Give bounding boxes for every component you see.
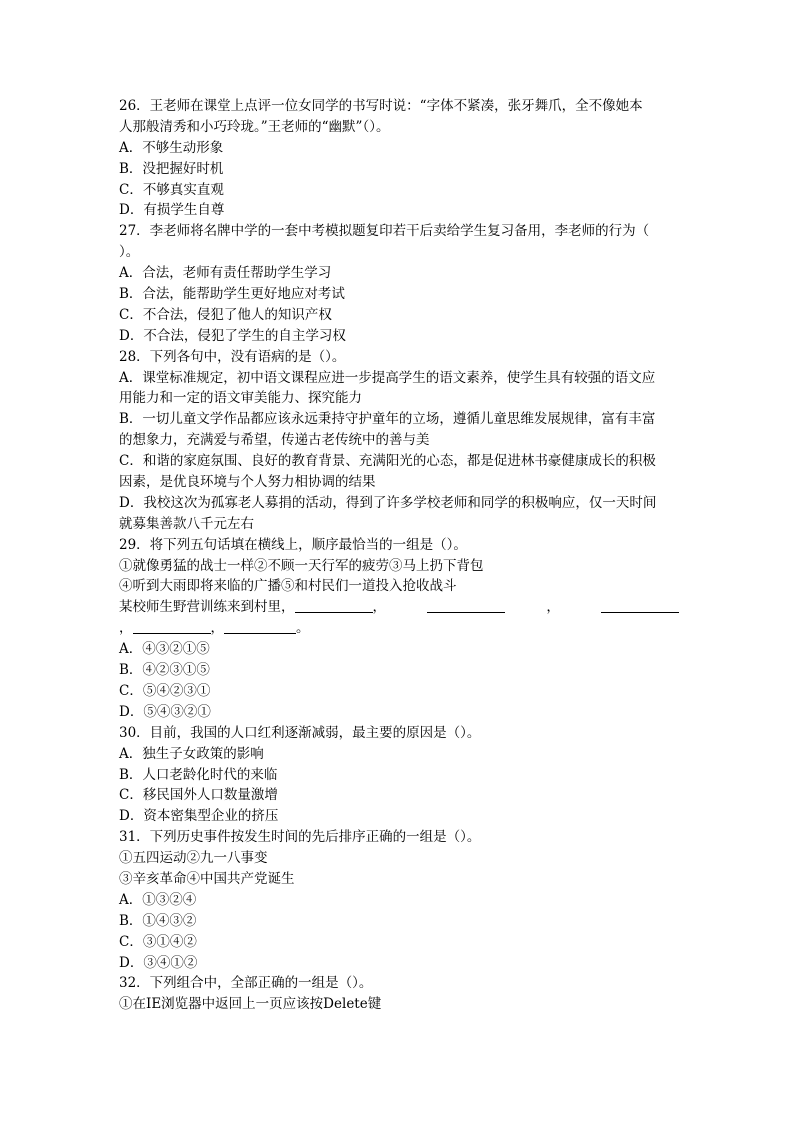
q27-option-d: D．不合法，侵犯了学生的自主学习权 xyxy=(119,327,346,344)
q29-blank-4[interactable] xyxy=(133,620,211,635)
q31-option-a: A．①③②④ xyxy=(119,891,197,908)
q30-option-c: C．移民国外人口数量激增 xyxy=(119,787,278,804)
q29-option-c: C．⑤④②③① xyxy=(119,682,211,699)
q29-fill-segment-2 xyxy=(427,597,505,618)
q29-comma-4: ， xyxy=(210,620,224,637)
q29-items-line2: ④听到大雨即将来临的广播⑤和村民们一道投入抢收战斗 xyxy=(119,578,457,595)
q26-option-b: B．没把握好时机 xyxy=(119,160,224,177)
q28-option-d-line1: D．我校这次为孤寡老人募捐的活动，得到了许多学校老师和同学的积极响应，仅一天时间 xyxy=(119,494,657,511)
q31-option-d: D．③④①② xyxy=(119,954,198,971)
q28-stem: 28．下列各句中，没有语病的是（）。 xyxy=(119,348,346,365)
q32-stem: 32．下列组合中，全部正确的一组是（）。 xyxy=(119,975,373,992)
q28-option-a-line2: 用能力和一定的语文审美能力、探究能力 xyxy=(119,390,362,407)
q29-fill-line2 xyxy=(119,618,679,639)
q29-option-b: B．④②③①⑤ xyxy=(119,662,210,679)
q31-items-line1: ①五四运动②九一八事变 xyxy=(119,850,268,867)
q30-stem: 30．目前，我国的人口红利逐渐减弱，最主要的原因是（）。 xyxy=(119,724,481,741)
q32-item-1: ①在IE浏览器中返回上一页应该按Delete键 xyxy=(119,996,382,1013)
q27-option-a: A．合法，老师有责任帮助学生学习 xyxy=(119,265,332,282)
q29-option-d: D．⑤④③②① xyxy=(119,703,211,720)
q26-stem-line2: 人那般清秀和小巧玲珑。”王老师的“幽默”（）。 xyxy=(119,118,390,135)
q28-option-a-line1: A．课堂标准规定，初中语文课程应进一步提高学生的语文素养，使学生具有较强的语文应 xyxy=(119,369,656,386)
q28-option-b-line1: B．一切儿童文学作品都应该永远秉持守护童年的立场，遵循儿童思维发展规律，富有丰富 xyxy=(119,411,656,428)
q29-fill-segment-1 xyxy=(119,597,386,618)
q27-option-c: C．不合法，侵犯了他人的知识产权 xyxy=(119,306,332,323)
q30-option-b: B．人口老龄化时代的来临 xyxy=(119,766,278,783)
q27-stem-line1: 27．李老师将名牌中学的一套中考模拟题复印若干后卖给学生复习备用，李老师的行为（ xyxy=(119,223,650,240)
q29-option-a: A．④③②①⑤ xyxy=(119,641,210,658)
q26-option-c: C．不够真实直观 xyxy=(119,181,224,198)
q27-stem-line2: ）。 xyxy=(119,244,140,261)
q30-option-a: A．独生子女政策的影响 xyxy=(119,745,264,762)
q28-option-d-line2: 就募集善款八千元左右 xyxy=(119,515,254,532)
q31-items-line2: ③辛亥革命④中国共产党诞生 xyxy=(119,870,295,887)
q31-option-b: B．①④③② xyxy=(119,912,197,929)
q29-end-mark: 。 xyxy=(296,620,310,637)
q29-items-line1: ①就像勇猛的战士一样②不顾一天行军的疲劳③马上扔下背包 xyxy=(119,557,484,574)
q29-blank-2[interactable] xyxy=(427,599,505,614)
q29-fill-line1 xyxy=(119,597,679,618)
q28-option-c-line2: 因素，是优良环境与个人努力相协调的结果 xyxy=(119,474,376,491)
q29-stem: 29．将下列五句话填在横线上，顺序最恰当的一组是（）。 xyxy=(119,536,467,553)
q29-comma-1: ， xyxy=(372,599,386,616)
q27-option-b: B．合法，能帮助学生更好地应对考试 xyxy=(119,286,345,303)
q29-comma-3: ， xyxy=(119,620,133,637)
q28-option-b-line2: 的想象力，充满爱与希望，传递古老传统中的善与美 xyxy=(119,432,430,449)
q26-option-a: A．不够生动形象 xyxy=(119,139,224,156)
q26-option-d: D．有损学生自尊 xyxy=(119,202,225,219)
q31-option-c: C．③①④② xyxy=(119,933,197,950)
q29-comma-2: ， xyxy=(546,599,560,616)
exam-content xyxy=(119,96,679,1015)
q26-stem-line1: 26．王老师在课堂上点评一位女同学的书写时说：“字体不紧凑，张牙舞爪，全不像她本 xyxy=(119,98,643,114)
q29-blank-3[interactable] xyxy=(601,599,679,614)
q30-option-d: D．资本密集型企业的挤压 xyxy=(119,808,279,825)
q29-blank-1[interactable] xyxy=(295,599,373,614)
q29-fill-segment-3 xyxy=(601,597,679,618)
q28-option-c-line1: C．和谐的家庭氛围、良好的教育背景、充满阳光的心态，都是促进林书豪健康成长的积极 xyxy=(119,453,656,470)
q29-blank-5[interactable] xyxy=(224,620,296,635)
q29-fill-prefix: 某校师生野营训练来到村里， xyxy=(119,599,295,616)
q31-stem: 31．下列历史事件按发生时间的先后排序正确的一组是（）。 xyxy=(119,829,481,846)
